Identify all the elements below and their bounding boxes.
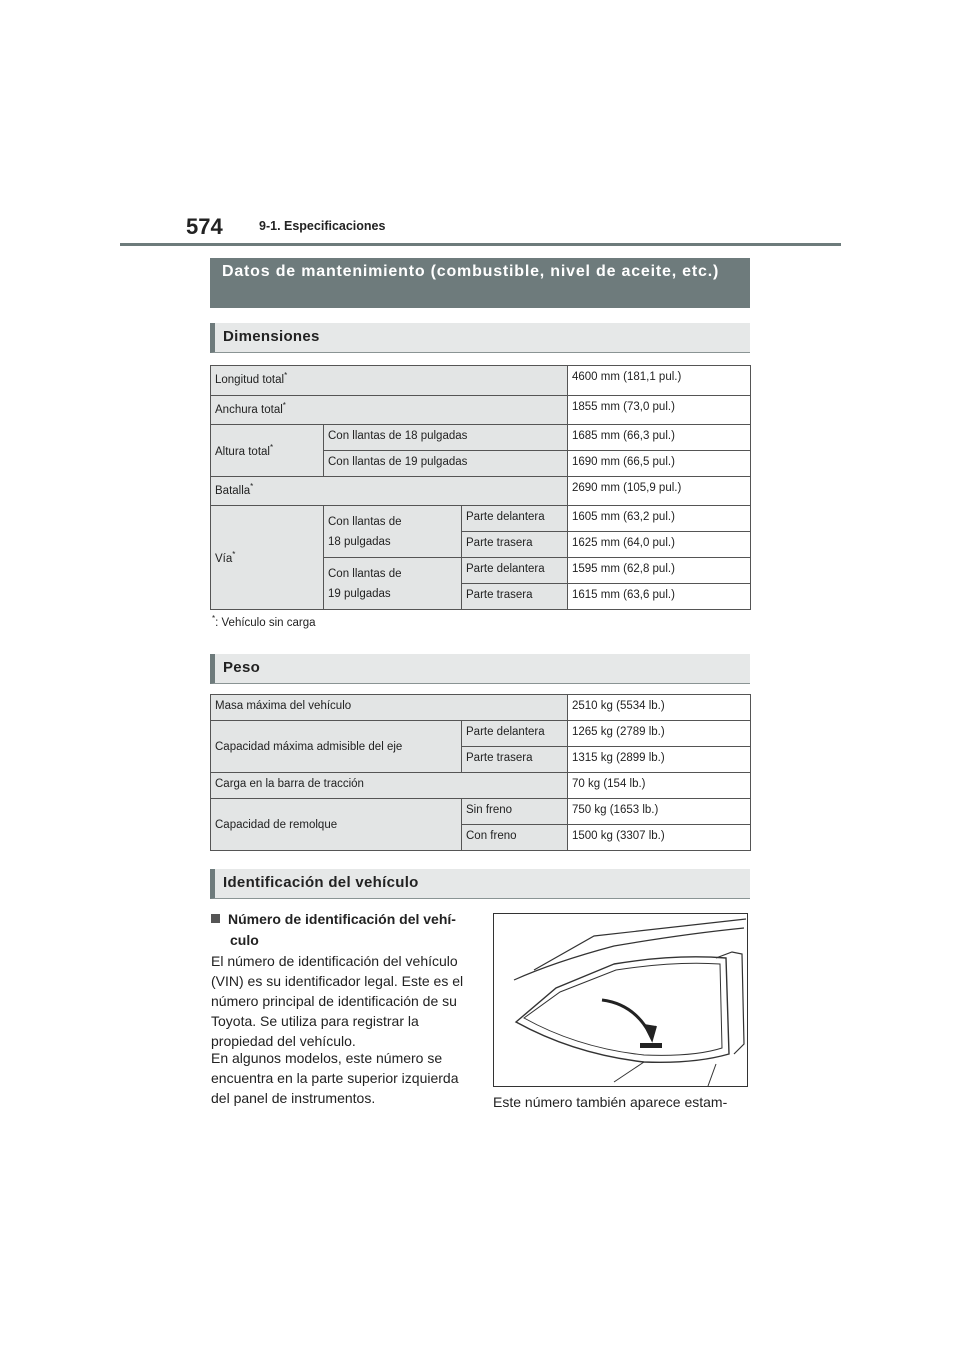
- row-sublabel: Con llantas de 18 pulgadas: [324, 506, 462, 558]
- table-row: [211, 695, 751, 721]
- dimensions-heading: Dimensiones: [210, 323, 750, 353]
- row-position: Parte trasera: [462, 584, 568, 610]
- row-position: Parte delantera: [462, 558, 568, 584]
- row-label: Vía*: [211, 506, 324, 610]
- row-value: 2510 kg (5534 lb.): [568, 695, 751, 721]
- row-value: 750 kg (1653 lb.): [568, 799, 751, 825]
- row-value: 4600 mm (181,1 pul.): [568, 366, 751, 396]
- identification-heading: Identificación del vehículo: [210, 869, 750, 899]
- table-row: [211, 721, 751, 747]
- row-value: 2690 mm (105,9 pul.): [568, 477, 751, 506]
- main-heading: Datos de mantenimiento (combustible, nivel de aceite, etc.): [210, 258, 750, 308]
- row-sublabel: Con llantas de 19 pulgadas: [324, 451, 568, 477]
- row-position: Sin freno: [462, 799, 568, 825]
- row-label: Capacidad máxima admisible del eje: [211, 721, 462, 773]
- vin-paragraph-1: El número de identificación del vehículo (VIN) es su identificador legal. Este es el número principal de identificación de su Toyota. Se utiliza para registrar la propiedad del vehículo.: [211, 953, 464, 1049]
- section-title: 9-1. Especificaciones: [259, 219, 386, 233]
- table-row: [211, 773, 751, 799]
- weight-heading: Peso: [210, 654, 750, 684]
- row-value: 1500 kg (3307 lb.): [568, 825, 751, 851]
- row-value: 1625 mm (64,0 pul.): [568, 532, 751, 558]
- table-row: [211, 366, 751, 396]
- row-value: 1685 mm (66,3 pul.): [568, 425, 751, 451]
- row-value: 1615 mm (63,6 pul.): [568, 584, 751, 610]
- vin-paragraph-2: En algunos modelos, este número se encuentra en la parte superior izquierda del panel de instrumentos.: [211, 1050, 459, 1106]
- table-row: [211, 396, 751, 425]
- figure-caption: Este número también aparece estam-: [493, 1094, 728, 1110]
- row-sublabel: Con llantas de 18 pulgadas: [324, 425, 568, 451]
- row-sublabel: Con llantas de 19 pulgadas: [324, 558, 462, 610]
- row-value: 1855 mm (73,0 pul.): [568, 396, 751, 425]
- row-value: 1315 kg (2899 lb.): [568, 747, 751, 773]
- row-label: Carga en la barra de tracción: [211, 773, 568, 799]
- row-position: Parte trasera: [462, 747, 568, 773]
- row-label: Anchura total*: [211, 396, 568, 425]
- weight-table: [210, 694, 751, 851]
- row-label: Capacidad de remolque: [211, 799, 462, 851]
- header-rule: [120, 243, 841, 246]
- table-row: [211, 799, 751, 825]
- vin-subheading: Número de identificación del vehí- culo: [211, 909, 481, 951]
- row-label: Altura total*: [211, 425, 324, 477]
- row-label: Batalla*: [211, 477, 568, 506]
- dimensions-table: [210, 365, 751, 610]
- row-value: 1690 mm (66,5 pul.): [568, 451, 751, 477]
- page-number: 574: [186, 214, 223, 239]
- row-position: Parte delantera: [462, 721, 568, 747]
- row-value: 70 kg (154 lb.): [568, 773, 751, 799]
- windshield-illustration: [494, 914, 747, 1086]
- square-bullet-icon: [211, 914, 220, 923]
- table-row: [211, 506, 751, 532]
- row-position: Con freno: [462, 825, 568, 851]
- footnote: *: Vehículo sin carga: [212, 614, 316, 629]
- row-value: 1605 mm (63,2 pul.): [568, 506, 751, 532]
- table-row: [211, 477, 751, 506]
- row-label: Longitud total*: [211, 366, 568, 396]
- row-position: Parte delantera: [462, 506, 568, 532]
- row-position: Parte trasera: [462, 532, 568, 558]
- vin-location-figure: [493, 913, 748, 1087]
- table-row: [211, 425, 751, 451]
- row-label: Masa máxima del vehículo: [211, 695, 568, 721]
- row-value: 1595 mm (62,8 pul.): [568, 558, 751, 584]
- row-value: 1265 kg (2789 lb.): [568, 721, 751, 747]
